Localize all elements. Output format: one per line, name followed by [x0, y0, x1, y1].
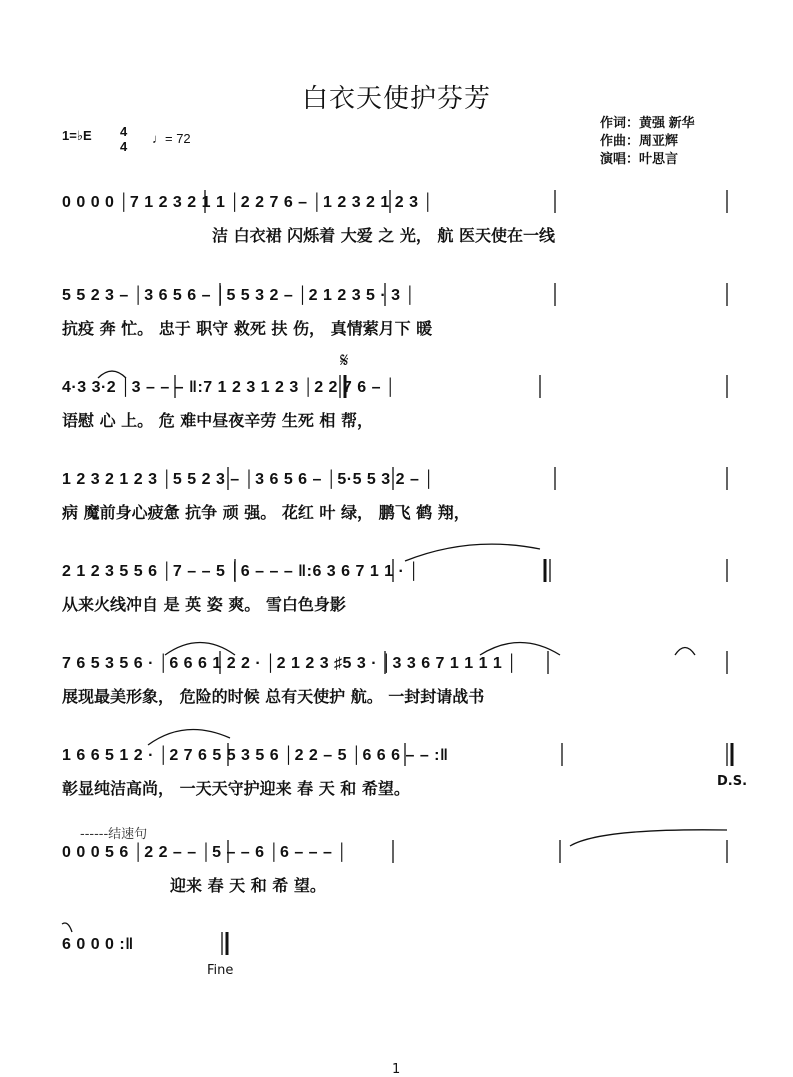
composer-credit: 作曲：周亚辉	[600, 133, 679, 148]
fine-mark: Fine	[207, 963, 234, 978]
singer-credit: 演唱：叶思言	[600, 151, 679, 166]
lyrics-row-5: 从来火线冲自 是 英 姿 爽。 雪白色身影	[62, 595, 346, 614]
notes-row-9: 6 0 0 0 :‖	[62, 936, 134, 953]
lyrics-row-4: 病 魔前身心疲惫 抗争 顽 强。 花红 叶 绿， 鹏飞 鹤 翔，	[62, 503, 470, 522]
quarter-note-icon: ♩	[152, 131, 165, 146]
lyrics-row-8: 迎来 春 天 和 希 望。	[170, 876, 326, 895]
tempo-value: = 72	[165, 131, 191, 146]
song-title: 白衣天使护芬芳	[301, 84, 491, 114]
notes-row-1: 0 0 0 0 │7 1 2 3 2 1 1 │2 2 7 6 – │1 2 3 2 1 2 3 │	[62, 194, 434, 211]
notes-row-2: 5 5 2 3 – │3 6 5 6 – │5 5 3 2 – │2 1 2 3 5 · 3 │	[62, 287, 416, 304]
notes-row-8: 0 0 0 5 6 │2 2 – – │5 – – 6 │6 – – – │	[62, 844, 348, 861]
key-label: 1=♭E	[62, 128, 92, 143]
ending-label: ------结速句	[80, 827, 148, 842]
time-bottom: 4	[120, 139, 128, 154]
lyricist-credit: 作词：黄强 新华	[600, 115, 695, 130]
lyrics-row-3: 语慰 心 上。 危 难中昼夜辛劳 生死 相 帮，	[62, 411, 373, 430]
segno-sign: 𝄋	[340, 350, 349, 372]
notes-row-4: 1 2 3 2 1 2 3 │5 5 2 3 – │3 6 5 6 – │5·5 5 3 2 – │	[62, 471, 435, 488]
lyrics-row-7: 彰显纯洁高尚， 一天天守护迎来 春 天 和 希望。	[62, 779, 410, 798]
time-top: 4	[120, 124, 128, 139]
lyrics-row-1: 洁 白衣裙 闪烁着 大爱 之 光， 航 医天使在一线	[212, 226, 555, 245]
notes-row-5: 2 1 2 3 5 5 6 │7 – – 5 │6 – – – ‖:6 3 6 7 1 1 · │	[62, 563, 420, 580]
page-number: 1	[392, 1062, 401, 1077]
lyrics-row-6: 展现最美形象， 危险的时候 总有天使护 航。 一封封请战书	[62, 687, 485, 706]
notes-row-3: 4·3 3·2 │3 – – – ‖:7 1 2 3 1 2 3 │2 2 7 6 – │	[62, 379, 397, 396]
ds-mark: D.S.	[717, 774, 748, 789]
notes-row-6: 7 6 5 3 5 6 · │6 6 6 1 2 2 · │2 1 2 3 ♯5 3 · │3 3 6 7 1 1 1 1 │	[62, 655, 518, 672]
notes-row-7: 1 6 6 5 1 2 · │2 7 6 5 5 3 5 6 │2 2 – 5 │6 6 6 – – :‖	[62, 747, 449, 764]
lyrics-row-2: 抗疫 奔 忙。 忠于 职守 救死 扶 伤， 真情萦月下 暖	[62, 319, 433, 338]
